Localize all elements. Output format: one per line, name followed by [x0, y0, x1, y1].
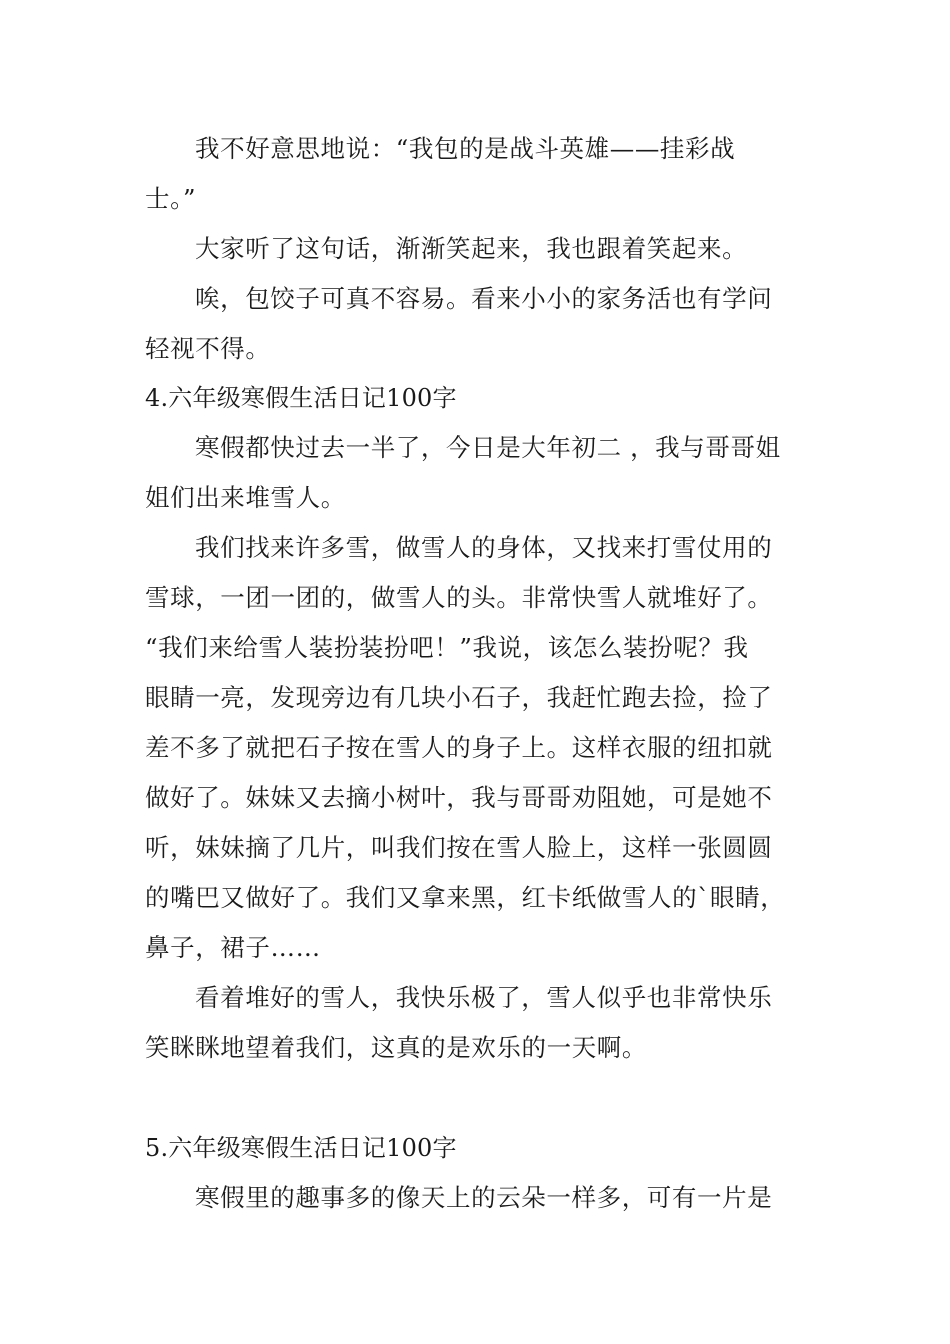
- paragraph-line: 做好了。妹妹又去摘小树叶，我与哥哥劝阻她，可是她不: [145, 783, 773, 812]
- section-heading: 5.六年级寒假生活日记100字: [145, 1134, 457, 1162]
- paragraph-line: 的嘴巴又做好了。我们又拿来黑，红卡纸做雪人的`眼睛，: [145, 883, 786, 912]
- paragraph-line: 笑眯眯地望着我们，这真的是欢乐的一天啊。: [145, 1033, 647, 1062]
- paragraph-line: 我不好意思地说：“我包的是战斗英雄——挂彩战: [195, 134, 736, 163]
- paragraph-line: 寒假里的趣事多的像天上的云朵一样多，可有一片是: [195, 1183, 773, 1212]
- paragraph-line: “我们来给雪人装扮装扮吧！”我说，该怎么装扮呢？我: [145, 633, 749, 662]
- section-heading: 4.六年级寒假生活日记100字: [145, 384, 457, 412]
- paragraph-line: 听，妹妹摘了几片，叫我们按在雪人脸上，这样一张圆圆: [145, 833, 773, 862]
- paragraph-line: 姐们出来堆雪人。: [145, 483, 346, 512]
- paragraph-line: 看着堆好的雪人，我快乐极了，雪人似乎也非常快乐: [195, 983, 773, 1012]
- paragraph-line: 士。”: [145, 184, 197, 213]
- paragraph-line: 唉，包饺子可真不容易。看来小小的家务活也有学问: [195, 284, 773, 313]
- paragraph-line: 眼睛一亮，发现旁边有几块小石子，我赶忙跑去捡，捡了: [145, 683, 773, 712]
- paragraph-line: 差不多了就把石子按在雪人的身子上。这样衣服的纽扣就: [145, 733, 773, 762]
- paragraph-line: 大家听了这句话，渐渐笑起来，我也跟着笑起来。: [195, 234, 748, 263]
- paragraph-line: 寒假都快过去一半了，今日是大年初二 ，我与哥哥姐: [195, 433, 781, 462]
- paragraph-line: 鼻子，裙子……: [145, 933, 321, 962]
- paragraph-line: 我们找来许多雪，做雪人的身体，又找来打雪仗用的: [195, 533, 773, 562]
- paragraph-line: 轻视不得。: [145, 334, 271, 363]
- paragraph-line: 雪球，一团一团的，做雪人的头。非常快雪人就堆好了。: [145, 583, 773, 612]
